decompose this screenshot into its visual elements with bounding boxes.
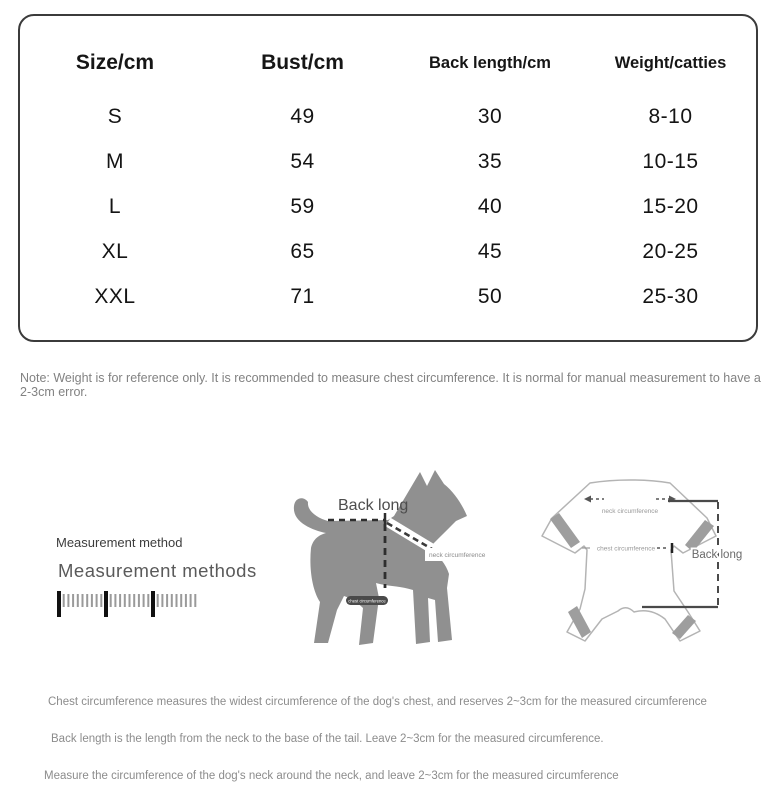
col-header-weight: Weight/catties (614, 53, 727, 72)
col-header-back-length: Back length/cm (429, 53, 551, 72)
weight-cell: 15-20 (642, 194, 699, 218)
dog-neck-circumference-label: neck circumference (429, 552, 486, 559)
weight-cell: 20-25 (642, 239, 699, 263)
col-header-bust: Bust/cm (261, 51, 344, 74)
size-cell: M (106, 149, 124, 173)
tip-chest-circumference: Chest circumference measures the widest circumference of the dog's chest, and reserves 2~3cm for the measured circumference (48, 696, 707, 708)
garment-back-long-label: Back long (691, 549, 743, 561)
bust-cell: 54 (290, 149, 315, 173)
ruler-icon (55, 588, 205, 624)
dog-measurement-diagram (280, 440, 520, 660)
tip-back-length: Back length is the length from the neck to the base of the tail. Leave 2~3cm for the measured circumference. (51, 733, 604, 745)
dog-back-long-label: Back long (338, 497, 409, 514)
size-chart-card (18, 14, 758, 342)
garment-chest-circumference-label: chest circumference (596, 545, 656, 553)
size-chart-table (20, 16, 756, 319)
back-cell: 50 (477, 284, 503, 308)
bust-cell: 71 (290, 284, 315, 308)
size-cell: XL (101, 239, 129, 263)
dog-chest-circumference-label: chest circumference (348, 598, 386, 604)
col-header-size: Size/cm (75, 51, 155, 74)
weight-cell: 10-15 (642, 149, 699, 173)
weight-cell: 8-10 (648, 104, 693, 128)
size-cell: S (107, 104, 123, 128)
weight-reference-note: Note: Weight is for reference only. It is recommended to measure chest circumference. It is normal for manual measurement to have a 2-3cm error. (20, 371, 761, 399)
size-cell: L (108, 194, 122, 218)
bust-cell: 49 (290, 104, 315, 128)
back-cell: 30 (477, 104, 503, 128)
back-cell: 35 (477, 149, 503, 173)
size-cell: XXL (94, 284, 136, 308)
measurement-method-label: Measurement method (56, 535, 183, 550)
weight-cell: 25-30 (642, 284, 699, 308)
garment-measurement-diagram (530, 449, 776, 661)
tip-neck-circumference: Measure the circumference of the dog's neck around the neck, and leave 2~3cm for the measured circumference (44, 770, 619, 782)
measurement-methods-title: Measurement methods (58, 560, 257, 581)
back-cell: 45 (477, 239, 503, 263)
bust-cell: 59 (290, 194, 315, 218)
bust-cell: 65 (290, 239, 315, 263)
back-cell: 40 (477, 194, 503, 218)
garment-neck-circumference-label: neck circumference (601, 508, 659, 515)
